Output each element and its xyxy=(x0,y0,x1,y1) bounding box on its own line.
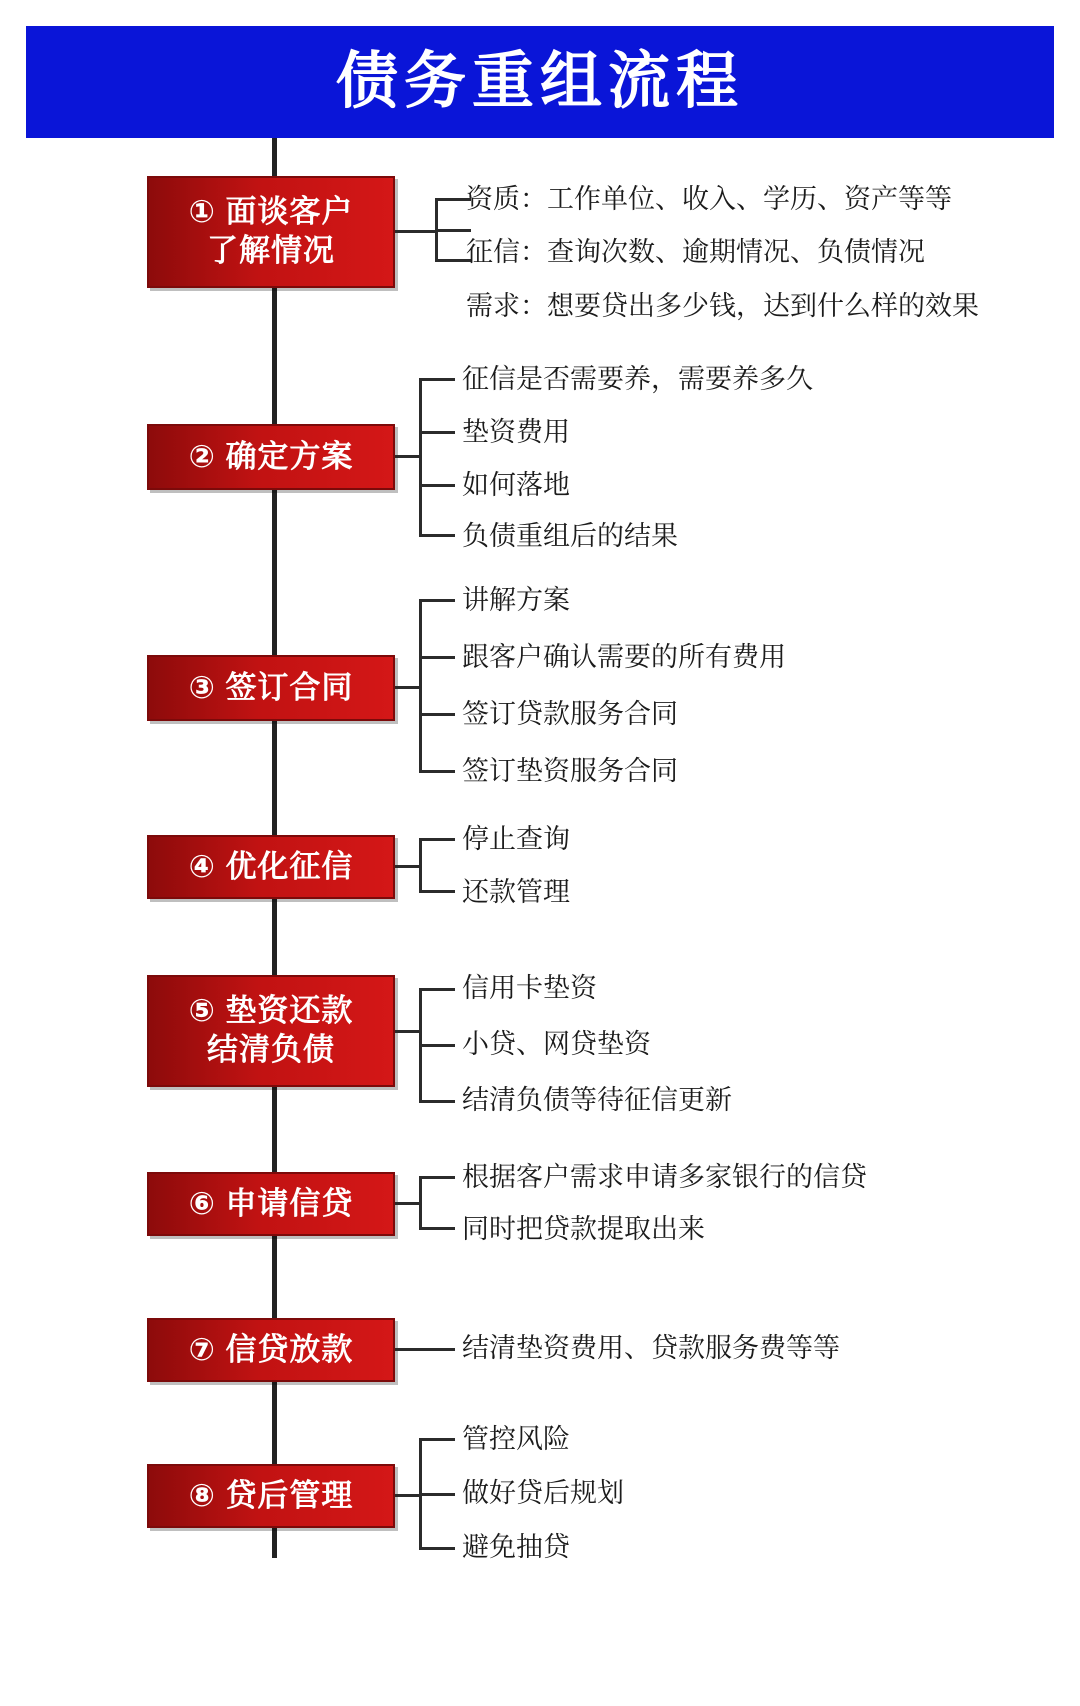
step-title-4-a: 优化征信 xyxy=(225,848,354,884)
step-label-6-line-1 xyxy=(189,1185,354,1224)
step-box-3[interactable] xyxy=(147,655,395,721)
step-title-8-a: 贷后管理 xyxy=(225,1477,354,1513)
branch-6-2: 同时把贷款提取出来 xyxy=(462,1214,705,1244)
step-title-1-a: 面谈客户 xyxy=(225,194,354,230)
branch-7-1: 结清垫资费用、贷款服务费等等 xyxy=(462,1333,840,1363)
connector-8 xyxy=(395,1494,419,1497)
branch-3-2: 跟客户确认需要的所有费用 xyxy=(462,642,786,672)
branch-2-3: 如何落地 xyxy=(462,470,570,500)
step-title-3-a: 签订合同 xyxy=(225,669,354,705)
step-label-1-line-1 xyxy=(189,193,354,232)
step-box-7[interactable] xyxy=(147,1318,395,1382)
bracket-3 xyxy=(419,599,459,773)
branch-1-3: 需求：想要贷出多少钱，达到什么样的效果 xyxy=(466,291,979,321)
branch-6-1: 根据客户需求申请多家银行的信贷 xyxy=(462,1162,867,1192)
connector-6 xyxy=(395,1202,419,1205)
step-label-8-line-1 xyxy=(189,1477,354,1516)
branch-8-1: 管控风险 xyxy=(462,1424,570,1454)
branch-5-1: 信用卡垫资 xyxy=(462,973,597,1003)
branch-2-4: 负债重组后的结果 xyxy=(462,521,678,551)
page-title: 债务重组流程 xyxy=(335,47,744,116)
connector-7 xyxy=(395,1348,455,1351)
step-label-5-line-2: 结清负债 xyxy=(207,1032,335,1067)
bracket-4 xyxy=(419,838,459,893)
connector-2 xyxy=(395,455,419,458)
step-label-4-line-1 xyxy=(189,848,354,887)
connector-5 xyxy=(395,1030,419,1033)
step-title-7-a: 信贷放款 xyxy=(225,1331,354,1367)
branch-8-2: 做好贷后规划 xyxy=(462,1478,624,1508)
connector-1 xyxy=(395,230,435,233)
step-box-4[interactable] xyxy=(147,835,395,899)
branch-3-4: 签订垫资服务合同 xyxy=(462,756,678,786)
branch-3-3: 签订贷款服务合同 xyxy=(462,699,678,729)
branch-4-1: 停止查询 xyxy=(462,824,570,854)
step-marker-7: ⑦ xyxy=(188,1331,216,1367)
step-box-8[interactable] xyxy=(147,1464,395,1528)
branch-1-2: 征信：查询次数、逾期情况、负债情况 xyxy=(466,237,925,267)
step-title-6-a: 申请信贷 xyxy=(225,1185,354,1221)
branch-8-3: 避免抽贷 xyxy=(462,1532,570,1562)
branch-2-1: 征信是否需要养，需要养多久 xyxy=(462,364,813,394)
branch-3-1: 讲解方案 xyxy=(462,585,570,615)
bracket-8 xyxy=(419,1438,459,1550)
step-marker-2: ② xyxy=(188,438,216,474)
connector-4 xyxy=(395,865,419,868)
step-label-5-line-1 xyxy=(189,992,354,1031)
step-marker-3: ③ xyxy=(188,669,216,705)
step-label-2-line-1 xyxy=(189,438,354,477)
connector-3 xyxy=(395,686,419,689)
step-marker-4: ④ xyxy=(188,848,216,884)
branch-4-2: 还款管理 xyxy=(462,877,570,907)
step-box-2[interactable] xyxy=(147,424,395,490)
step-marker-8: ⑧ xyxy=(188,1477,216,1513)
bracket-5 xyxy=(419,988,459,1103)
step-box-1[interactable] xyxy=(147,176,395,288)
branch-5-2: 小贷、网贷垫资 xyxy=(462,1029,651,1059)
branch-1-1: 资质：工作单位、收入、学历、资产等等 xyxy=(466,184,952,214)
branch-5-3: 结清负债等待征信更新 xyxy=(462,1085,732,1115)
bracket-6 xyxy=(419,1176,459,1230)
step-marker-5: ⑤ xyxy=(188,993,216,1029)
step-marker-6: ⑥ xyxy=(188,1185,216,1221)
step-label-7-line-1 xyxy=(189,1331,354,1370)
step-title-5-a: 垫资还款 xyxy=(225,993,354,1029)
step-title-2-a: 确定方案 xyxy=(225,438,354,474)
step-label-3-line-1 xyxy=(189,669,354,708)
bracket-2 xyxy=(419,378,459,537)
step-label-1-line-2: 了解情况 xyxy=(207,233,335,268)
step-marker-1: ① xyxy=(188,194,216,230)
branch-2-2: 垫资费用 xyxy=(462,417,570,447)
step-box-5[interactable] xyxy=(147,975,395,1087)
title-banner xyxy=(26,26,1054,138)
step-box-6[interactable] xyxy=(147,1172,395,1236)
